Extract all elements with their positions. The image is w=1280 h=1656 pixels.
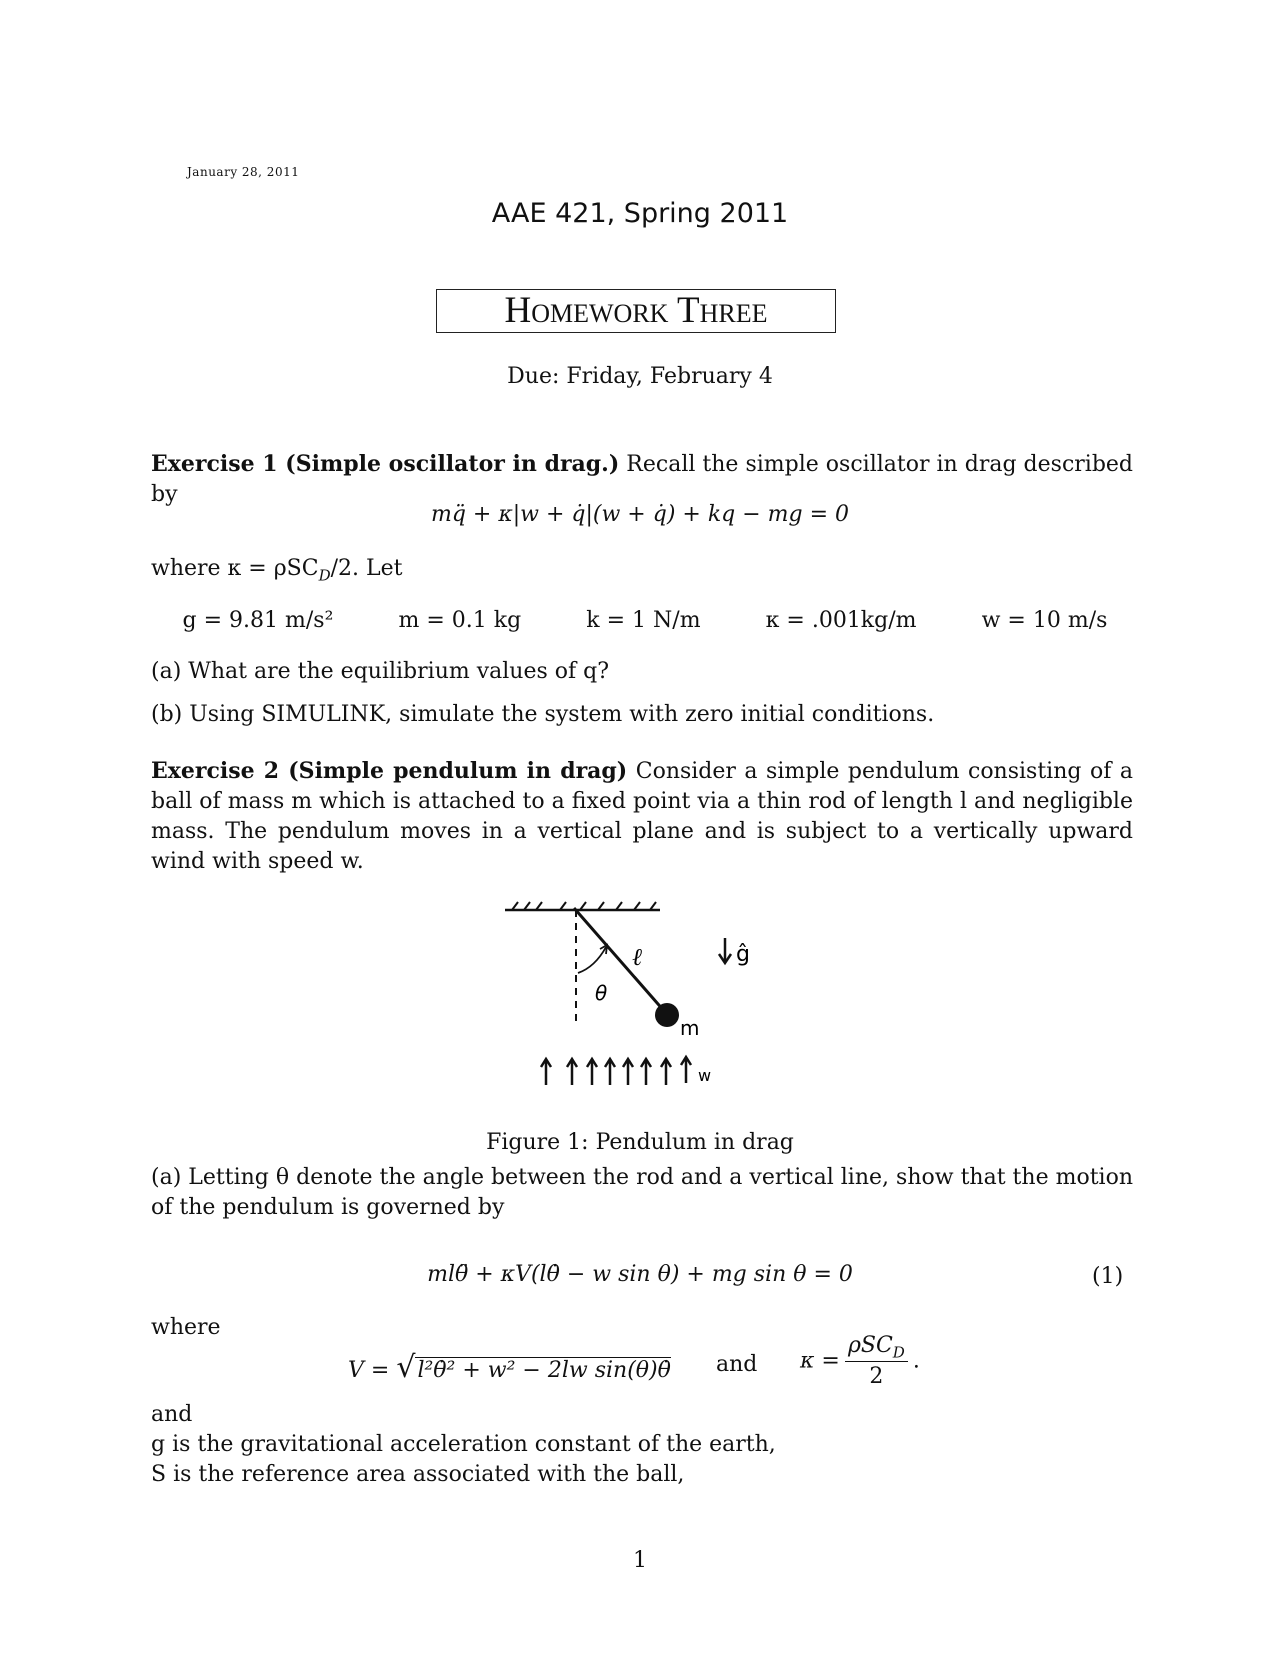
length-label: ℓ xyxy=(632,943,642,971)
param-w: w = 10 m/s xyxy=(981,608,1108,633)
wind-arrow xyxy=(681,1057,691,1083)
where-text: where κ = ρSC xyxy=(151,556,319,581)
wind-arrow xyxy=(641,1059,651,1085)
pendulum-figure xyxy=(500,895,780,1105)
and-line: and xyxy=(151,1402,193,1427)
wind-arrow xyxy=(605,1059,615,1085)
due-date: Due: Friday, February 4 xyxy=(507,364,773,389)
homework-title: Homework Three xyxy=(436,289,836,333)
exercise1-part-b: (b) Using SIMULINK, simulate the system with zero initial conditions. xyxy=(151,702,935,727)
s-definition: S is the reference area associated with the ball, xyxy=(151,1462,685,1487)
kappa-definition: κ = $\frac{\rho SC_D}{2}$ . xyxy=(800,1333,920,1390)
theta-label: θ xyxy=(595,981,608,1005)
wind-arrow xyxy=(567,1059,577,1085)
figure-caption: Figure 1: Pendulum in drag xyxy=(486,1130,794,1155)
wind-arrow xyxy=(661,1059,671,1085)
where-end: /2. Let xyxy=(330,556,403,581)
wind-arrow xyxy=(541,1059,551,1085)
param-g: g = 9.81 m/s² xyxy=(182,608,334,633)
v-radicand: l²θ̇² + w² − 2lw sin(θ)θ̇ xyxy=(417,1358,671,1383)
document-date: January 28, 2011 xyxy=(187,165,300,179)
angle-arc xyxy=(578,947,606,973)
param-k: k = 1 N/m xyxy=(586,608,701,633)
kappa-lhs: κ = xyxy=(800,1348,840,1374)
exercise2-part-a: (a) Letting θ denote the angle between the rod and a vertical line, show that the motion of the pendulum is governed by xyxy=(151,1165,1133,1220)
exercise2-label: Exercise 2 (Simple pendulum in drag) xyxy=(151,758,628,784)
pendulum-rod xyxy=(574,908,665,1012)
wind-arrow xyxy=(623,1059,633,1085)
param-kappa: κ = .001kg/m xyxy=(765,608,917,633)
exercise1-label: Exercise 1 (Simple oscillator in drag.) xyxy=(151,451,620,477)
exercise2-heading xyxy=(151,756,1133,877)
v-lhs: V = xyxy=(348,1358,390,1383)
and-word: and xyxy=(716,1352,758,1377)
exercise2-intro: Consider a simple pendulum consisting of a ball of mass m which is attached to a fixed point via a thin rod of length l and negligible mass. The pendulum moves in a vertical plane and is subject to a vertically upward wind with speed w. xyxy=(151,759,1133,874)
course-title: AAE 421, Spring 2011 xyxy=(491,198,789,229)
kappa-numerator: ρSC$_D$ xyxy=(845,1333,908,1362)
exercise1-part-a: (a) What are the equilibrium values of q? xyxy=(151,659,610,684)
where-sub: D xyxy=(318,566,331,585)
param-m: m = 0.1 kg xyxy=(398,608,522,633)
wind-arrows xyxy=(541,1057,691,1085)
exercise2-equation: mlθ̈ + κV(lθ̇ − w sin θ) + mg sin θ = 0 xyxy=(427,1262,853,1287)
parameter-list xyxy=(150,608,1140,633)
exercise1-intro: Recall the simple oscillator in drag described by xyxy=(151,452,1134,507)
kappa-denominator: 2 xyxy=(869,1364,884,1390)
mass-label: m xyxy=(680,1016,700,1040)
exercise1-where xyxy=(151,554,402,590)
kappa-fraction xyxy=(845,1333,908,1389)
equation-number: (1) xyxy=(1092,1264,1124,1289)
where-label: where xyxy=(151,1315,221,1340)
wind-arrow xyxy=(587,1059,597,1085)
gravity-label: ĝ xyxy=(736,942,750,967)
exercise1-equation: mq̈ + κ|w + q̇|(w + q̇) + kq − mg = 0 xyxy=(430,502,850,527)
sqrt-sign: √ xyxy=(396,1350,416,1385)
v-definition xyxy=(348,1350,671,1385)
page-number: 1 xyxy=(633,1548,647,1573)
g-definition: g is the gravitational acceleration constant of the earth, xyxy=(151,1432,776,1457)
pendulum-ball xyxy=(655,1003,679,1027)
wind-label: w xyxy=(698,1066,712,1085)
exercise1-heading xyxy=(151,449,1133,510)
